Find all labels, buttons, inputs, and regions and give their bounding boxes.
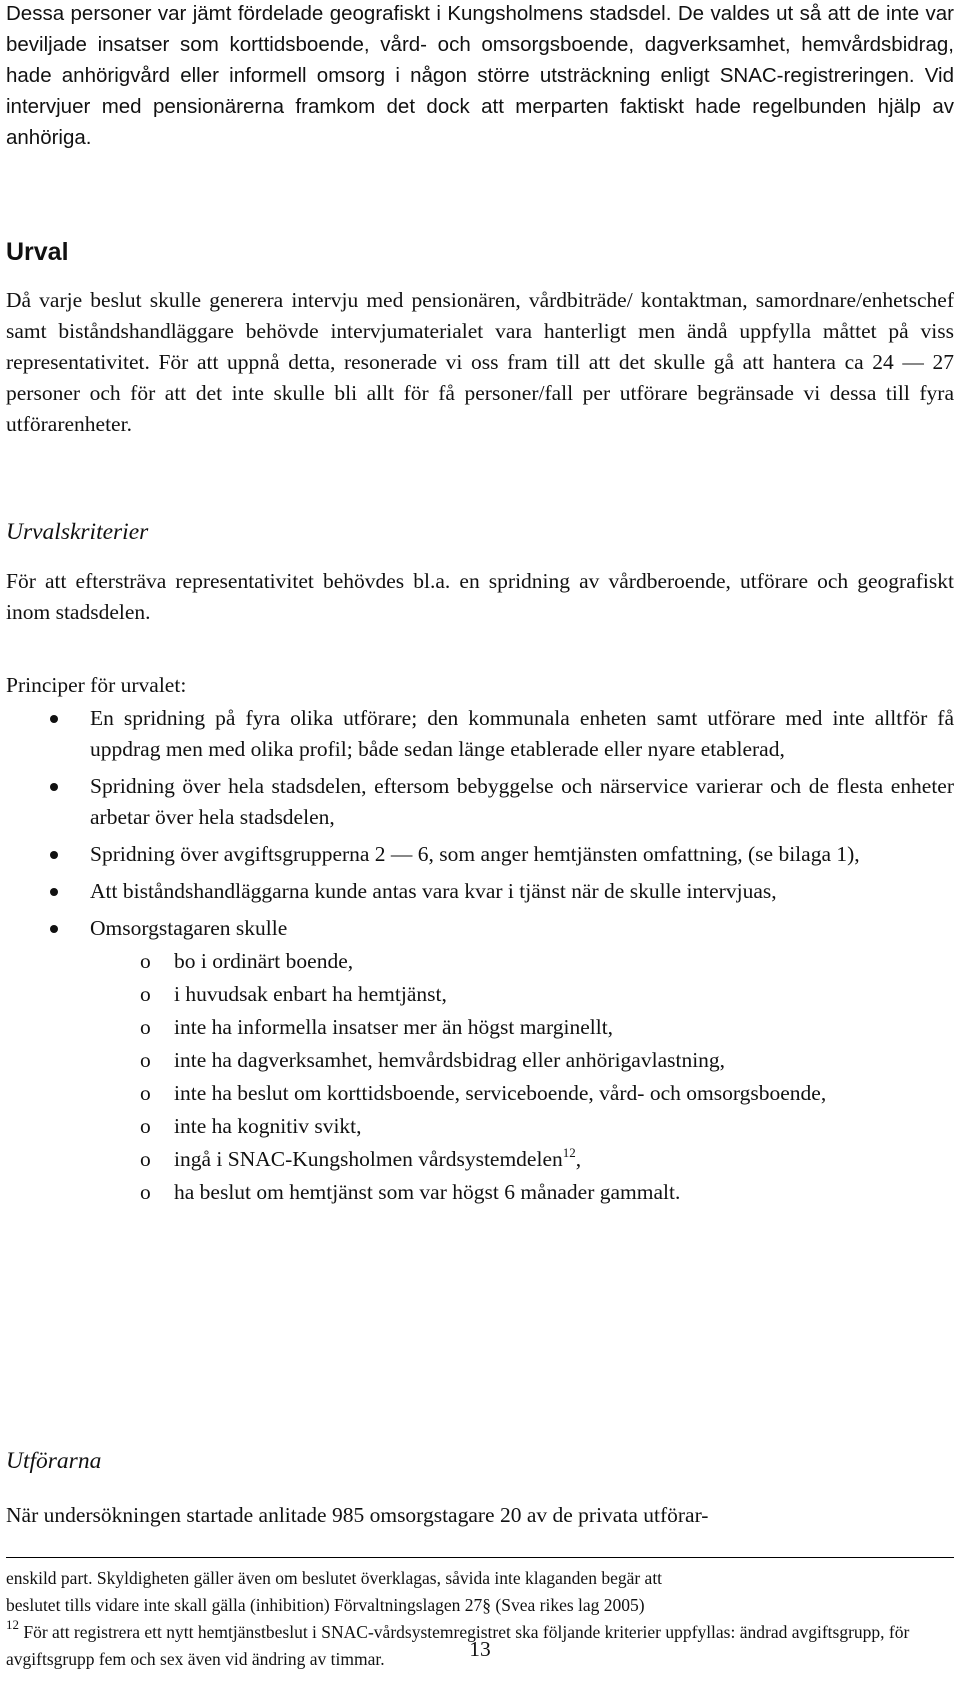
principer-label: Principer för urvalet: bbox=[6, 673, 187, 697]
sub-list-item-text: inte ha informella insatser mer än högst marginellt, bbox=[174, 1015, 614, 1039]
intro-paragraph bbox=[6, 0, 954, 153]
sub-bullet-marker: o bbox=[140, 1147, 151, 1171]
urval-paragraph: Då varje beslut skulle generera intervju med pensionären, vårdbiträde/ kontaktman, samordnare/enhetschef samt biståndshandläggare behövde intervjumaterialet vara hanterligt men ändå uppfylla måttet på viss representativitet. För att uppnå detta, resonerade vi oss fram till att det skulle gå att hantera ca 24 — 27 personer och för att det inte skulle bli allt för få personer/fall per utförare begränsade vi dessa till fyra utförarenheter. bbox=[6, 288, 954, 436]
bullet-icon bbox=[50, 851, 58, 859]
footnote-divider bbox=[6, 1557, 954, 1558]
intro-text-sans-2: Vid intervjuer med pensionärerna framkom det dock att merparten faktiskt hade regelbunden hjälp av anhöriga. bbox=[6, 64, 954, 149]
footnote-12-marker: 12 bbox=[6, 1617, 19, 1632]
footnote-ref-12[interactable]: 12 bbox=[562, 1145, 576, 1160]
bullet-icon bbox=[50, 715, 58, 723]
sub-list-item bbox=[90, 946, 954, 977]
sub-list-item-text: ha beslut om hemtjänst som var högst 6 månader gammalt. bbox=[174, 1180, 681, 1204]
sub-bullet-marker: o bbox=[140, 1180, 151, 1204]
sub-list-item-suffix: , bbox=[575, 1147, 582, 1171]
sub-list-item bbox=[90, 1045, 954, 1076]
list-item-text: Omsorgstagaren skulle bbox=[90, 916, 288, 940]
sub-bullet-marker: o bbox=[140, 1048, 151, 1072]
page-number: 13 bbox=[469, 1637, 491, 1661]
sub-list-item bbox=[90, 1012, 954, 1043]
intro-text-sans: Dessa personer var jämt fördelade geografiskt i Kungsholmens stadsdel. De valdes ut så att de inte var beviljade insatser som korttidsboende, vård- och omsorgsboende, dagverksamhet, hemvårdsbidrag, hade anhörigvård eller informell omsorg i någon större utsträckning enligt SNAC-registreringen. bbox=[6, 2, 954, 87]
sub-list-item bbox=[90, 1078, 954, 1109]
sub-list-item-text: ingå i SNAC-Kungsholmen vårdsystemdelen bbox=[174, 1147, 563, 1171]
sub-list-item bbox=[90, 979, 954, 1010]
sub-list-item bbox=[90, 1111, 954, 1142]
list-item-text: Spridning över hela stadsdelen, eftersom bebyggelse och närservice varierar och de flesta enheter arbetar över hela stadsdelen, bbox=[90, 774, 954, 829]
list-item bbox=[6, 876, 954, 907]
sub-bullet-marker: o bbox=[140, 1081, 151, 1105]
sub-bullet-marker: o bbox=[140, 1114, 151, 1138]
list-item-text: Att biståndshandläggarna kunde antas vara kvar i tjänst när de skulle intervjuas, bbox=[90, 879, 777, 903]
list-item-text: Spridning över avgiftsgrupperna 2 — 6, som anger hemtjänsten omfattning, (se bilaga 1), bbox=[90, 842, 860, 866]
urvalskriterier-paragraph: För att eftersträva representativitet behövdes bl.a. en spridning av vårdberoende, utförare och geografiskt inom stadsdelen. bbox=[6, 569, 954, 624]
footnote-continuation-line: enskild part. Skyldigheten gäller även om beslutet överklagas, såvida inte klaganden begär att bbox=[6, 1568, 663, 1588]
sub-list-item-text: inte ha dagverksamhet, hemvårdsbidrag eller anhörigavlastning, bbox=[174, 1048, 726, 1072]
list-item bbox=[6, 913, 954, 1208]
heading-urvalskriterier: Urvalskriterier bbox=[6, 519, 149, 545]
footnote-continuation-line: beslutet tills vidare inte skall gälla (inhibition) Förvaltningslagen 27§ (Svea rikes lag 2005) bbox=[6, 1595, 645, 1615]
omsorgstagare-criteria-list bbox=[90, 946, 954, 1208]
list-item bbox=[6, 839, 954, 870]
sub-list-item-text: bo i ordinärt boende, bbox=[174, 949, 354, 973]
sub-list-item-text: i huvudsak enbart ha hemtjänst, bbox=[174, 982, 447, 1006]
bullet-icon bbox=[50, 888, 58, 896]
bullet-icon bbox=[50, 783, 58, 791]
principer-list bbox=[6, 703, 954, 1214]
list-item-text: En spridning på fyra olika utförare; den kommunala enheten samt utförare med inte alltför få uppdrag men med olika profil; både sedan länge etablerade eller nyare etablerad, bbox=[90, 706, 954, 761]
heading-urval: Urval bbox=[6, 238, 69, 266]
sub-list-item bbox=[90, 1177, 954, 1208]
sub-bullet-marker: o bbox=[140, 949, 151, 973]
heading-utforarna: Utförarna bbox=[6, 1448, 102, 1474]
list-item bbox=[6, 771, 954, 833]
bullet-icon bbox=[50, 925, 58, 933]
sub-list-item bbox=[90, 1144, 954, 1175]
utforarna-paragraph: När undersökningen startade anlitade 985 omsorgstagare 20 av de privata utförar- bbox=[6, 1503, 709, 1527]
sub-list-item-text: inte ha kognitiv svikt, bbox=[174, 1114, 362, 1138]
footnote-12-text: För att registrera ett nytt hemtjänstbeslut i SNAC-vårdsystemregistret ska följande kriterier uppfyllas: ändrad avgiftsgrupp, för avgiftsgrupp fem och sex även vid ändring av timmar. bbox=[6, 1622, 910, 1669]
sub-bullet-marker: o bbox=[140, 1015, 151, 1039]
list-item bbox=[6, 703, 954, 765]
sub-list-item-text: inte ha beslut om korttidsboende, serviceboende, vård- och omsorgsboende, bbox=[174, 1081, 827, 1105]
sub-bullet-marker: o bbox=[140, 982, 151, 1006]
